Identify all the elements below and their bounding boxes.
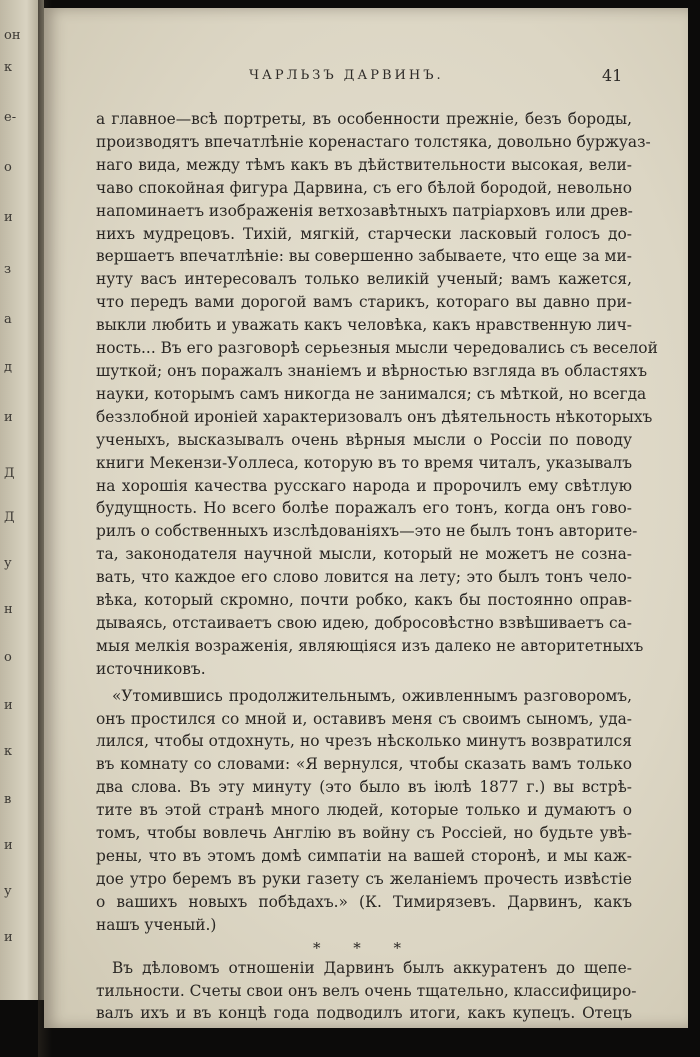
- facing-page-fragment: о: [4, 160, 12, 175]
- page-number: 41: [602, 66, 623, 85]
- facing-page-fragment: д: [4, 360, 13, 375]
- text-line: рены, что въ этомъ домѣ симпатіи на вашей сторонѣ, и мы каж-: [96, 847, 632, 865]
- text-line: валъ ихъ и въ концѣ года подводилъ итоги, какъ купецъ. Отецъ: [96, 1004, 632, 1023]
- text-line: беззлобной ироніей характеризовалъ онъ дѣятельность нѣкоторыхъ: [96, 407, 653, 426]
- text-line: источниковъ.: [96, 659, 206, 678]
- facing-page-fragment: з: [4, 262, 12, 277]
- text-line: Въ дѣловомъ отношеніи Дарвинъ былъ аккуратенъ до щепе-: [112, 958, 632, 977]
- text-line: наго вида, между тѣмъ какъ въ дѣйствительности высокая, вели-: [96, 155, 632, 174]
- text-line: тильности. Счеты свои онъ велъ очень тщательно, классифициро-: [96, 981, 637, 1000]
- text-line: науки, которымъ самъ никогда не занимался; съ мѣткой, но всегда: [96, 384, 647, 403]
- facing-page-fragment: у: [4, 556, 12, 571]
- text-line: вершаетъ впечатлѣніе: вы совершенно забываете, что еще за ми-: [96, 247, 632, 266]
- text-line: чаво спокойная фигура Дарвина, съ его бѣлой бородой, невольно: [96, 178, 632, 197]
- text-line: два слова. Въ эту минуту (это было въ іюлѣ 1877 г.) вы встрѣ-: [96, 778, 632, 797]
- text-line: онъ простился со мной и, оставивъ меня съ своимъ сыномъ, уда-: [96, 709, 632, 728]
- text-line: на хорошія качества русскаго народа и пророчилъ ему свѣтлую: [96, 476, 632, 495]
- text-line: въ комнату со словами: «Я вернулся, чтобы сказать вамъ только: [96, 755, 632, 774]
- text-line: книги Мекензи-Уоллеса, которую въ то время читалъ, указывалъ: [96, 453, 632, 472]
- facing-page-fragment: к: [4, 744, 13, 759]
- text-line: мыя мелкія возраженія, являющіяся изъ далеко не авторитетныхъ: [96, 636, 644, 655]
- facing-page-fragment: в: [4, 792, 12, 807]
- facing-page-fragment: он: [4, 28, 21, 43]
- text-line: томъ, чтобы вовлечь Англію въ войну съ Россіей, но будьте увѣ-: [96, 824, 632, 843]
- text-line: та, законодателя научной мысли, который не можетъ не созна-: [96, 545, 632, 564]
- facing-page-fragment: е-: [4, 110, 17, 125]
- facing-page-fragment: Д: [4, 510, 15, 525]
- section-separator: * * *: [312, 938, 416, 957]
- text-line: что передъ вами дорогой вамъ старикъ, котораго вы давно при-: [96, 293, 632, 312]
- text-line: нашъ ученый.): [96, 915, 217, 934]
- text-line: рилъ о собственныхъ изслѣдованіяхъ—это не былъ тонъ авторите-: [96, 522, 638, 541]
- text-line: шуткой; онъ поражалъ знаніемъ и вѣрностью взгляда въ областяхъ: [96, 361, 648, 380]
- text-line: а главное—всѣ портреты, въ особенности прежніе, безъ бороды,: [96, 110, 632, 128]
- facing-page-fragment: о: [4, 650, 12, 665]
- facing-page-fragment: н: [4, 602, 13, 617]
- text-line: дываясь, отстаиваетъ свою идею, добросовѣстно взвѣшиваетъ са-: [96, 613, 632, 632]
- text-line: нихъ мудрецовъ. Тихій, мягкій, старчески ласковый голосъ до-: [96, 224, 632, 243]
- running-head: ЧАРЛЬЗЪ ДАРВИНЪ.: [249, 68, 444, 83]
- text-line: «Утомившись продолжительнымъ, оживленнымъ разговоромъ,: [112, 686, 632, 705]
- text-line: напоминаетъ изображенія ветхозавѣтныхъ патріарховъ или древ-: [96, 201, 633, 220]
- facing-page-fragment: Д: [4, 466, 15, 481]
- text-line: нуту васъ интересовалъ только великій ученый; вамъ кажется,: [96, 270, 632, 289]
- text-line: будущность. Но всего болѣе поражалъ его тонъ, когда онъ гово-: [96, 499, 632, 518]
- text-line: о вашихъ новыхъ побѣдахъ.» (К. Тимирязевъ. Дарвинъ, какъ: [96, 892, 632, 911]
- page-body-text: [96, 108, 658, 1025]
- facing-page-fragment: и: [4, 210, 13, 225]
- facing-page-fragment: и: [4, 930, 13, 945]
- text-line: вѣка, который скромно, почти робко, какъ бы постоянно оправ-: [96, 591, 632, 610]
- text-line: ученыхъ, высказывалъ очень вѣрныя мысли о Россіи по поводу: [96, 430, 632, 449]
- text-line: тите въ этой странѣ много людей, которые только и думаютъ о: [96, 801, 632, 820]
- text-line: лился, чтобы отдохнуть, но чрезъ нѣсколько минутъ возвратился: [96, 732, 632, 751]
- facing-page-fragment: а: [4, 312, 12, 327]
- facing-page-fragment: и: [4, 698, 13, 713]
- facing-page-fragment: к: [4, 60, 13, 75]
- text-line: ность... Въ его разговорѣ серьезныя мысли чередовались съ веселой: [96, 339, 658, 358]
- text-line: выкли любить и уважать какъ человѣка, какъ нравственную лич-: [96, 316, 632, 335]
- book-page: [44, 8, 688, 1028]
- facing-page-fragment: и: [4, 838, 13, 853]
- text-line: вать, что каждое его слово ловится на лету; это былъ тонъ чело-: [96, 568, 632, 587]
- facing-page-fragment: у: [4, 884, 12, 899]
- text-line: производятъ впечатлѣніе коренастаго толстяка, довольно буржуаз-: [96, 132, 651, 151]
- facing-page-fragment: и: [4, 410, 13, 425]
- text-line: дое утро беремъ въ руки газету съ желаніемъ прочесть извѣстіе: [96, 869, 632, 888]
